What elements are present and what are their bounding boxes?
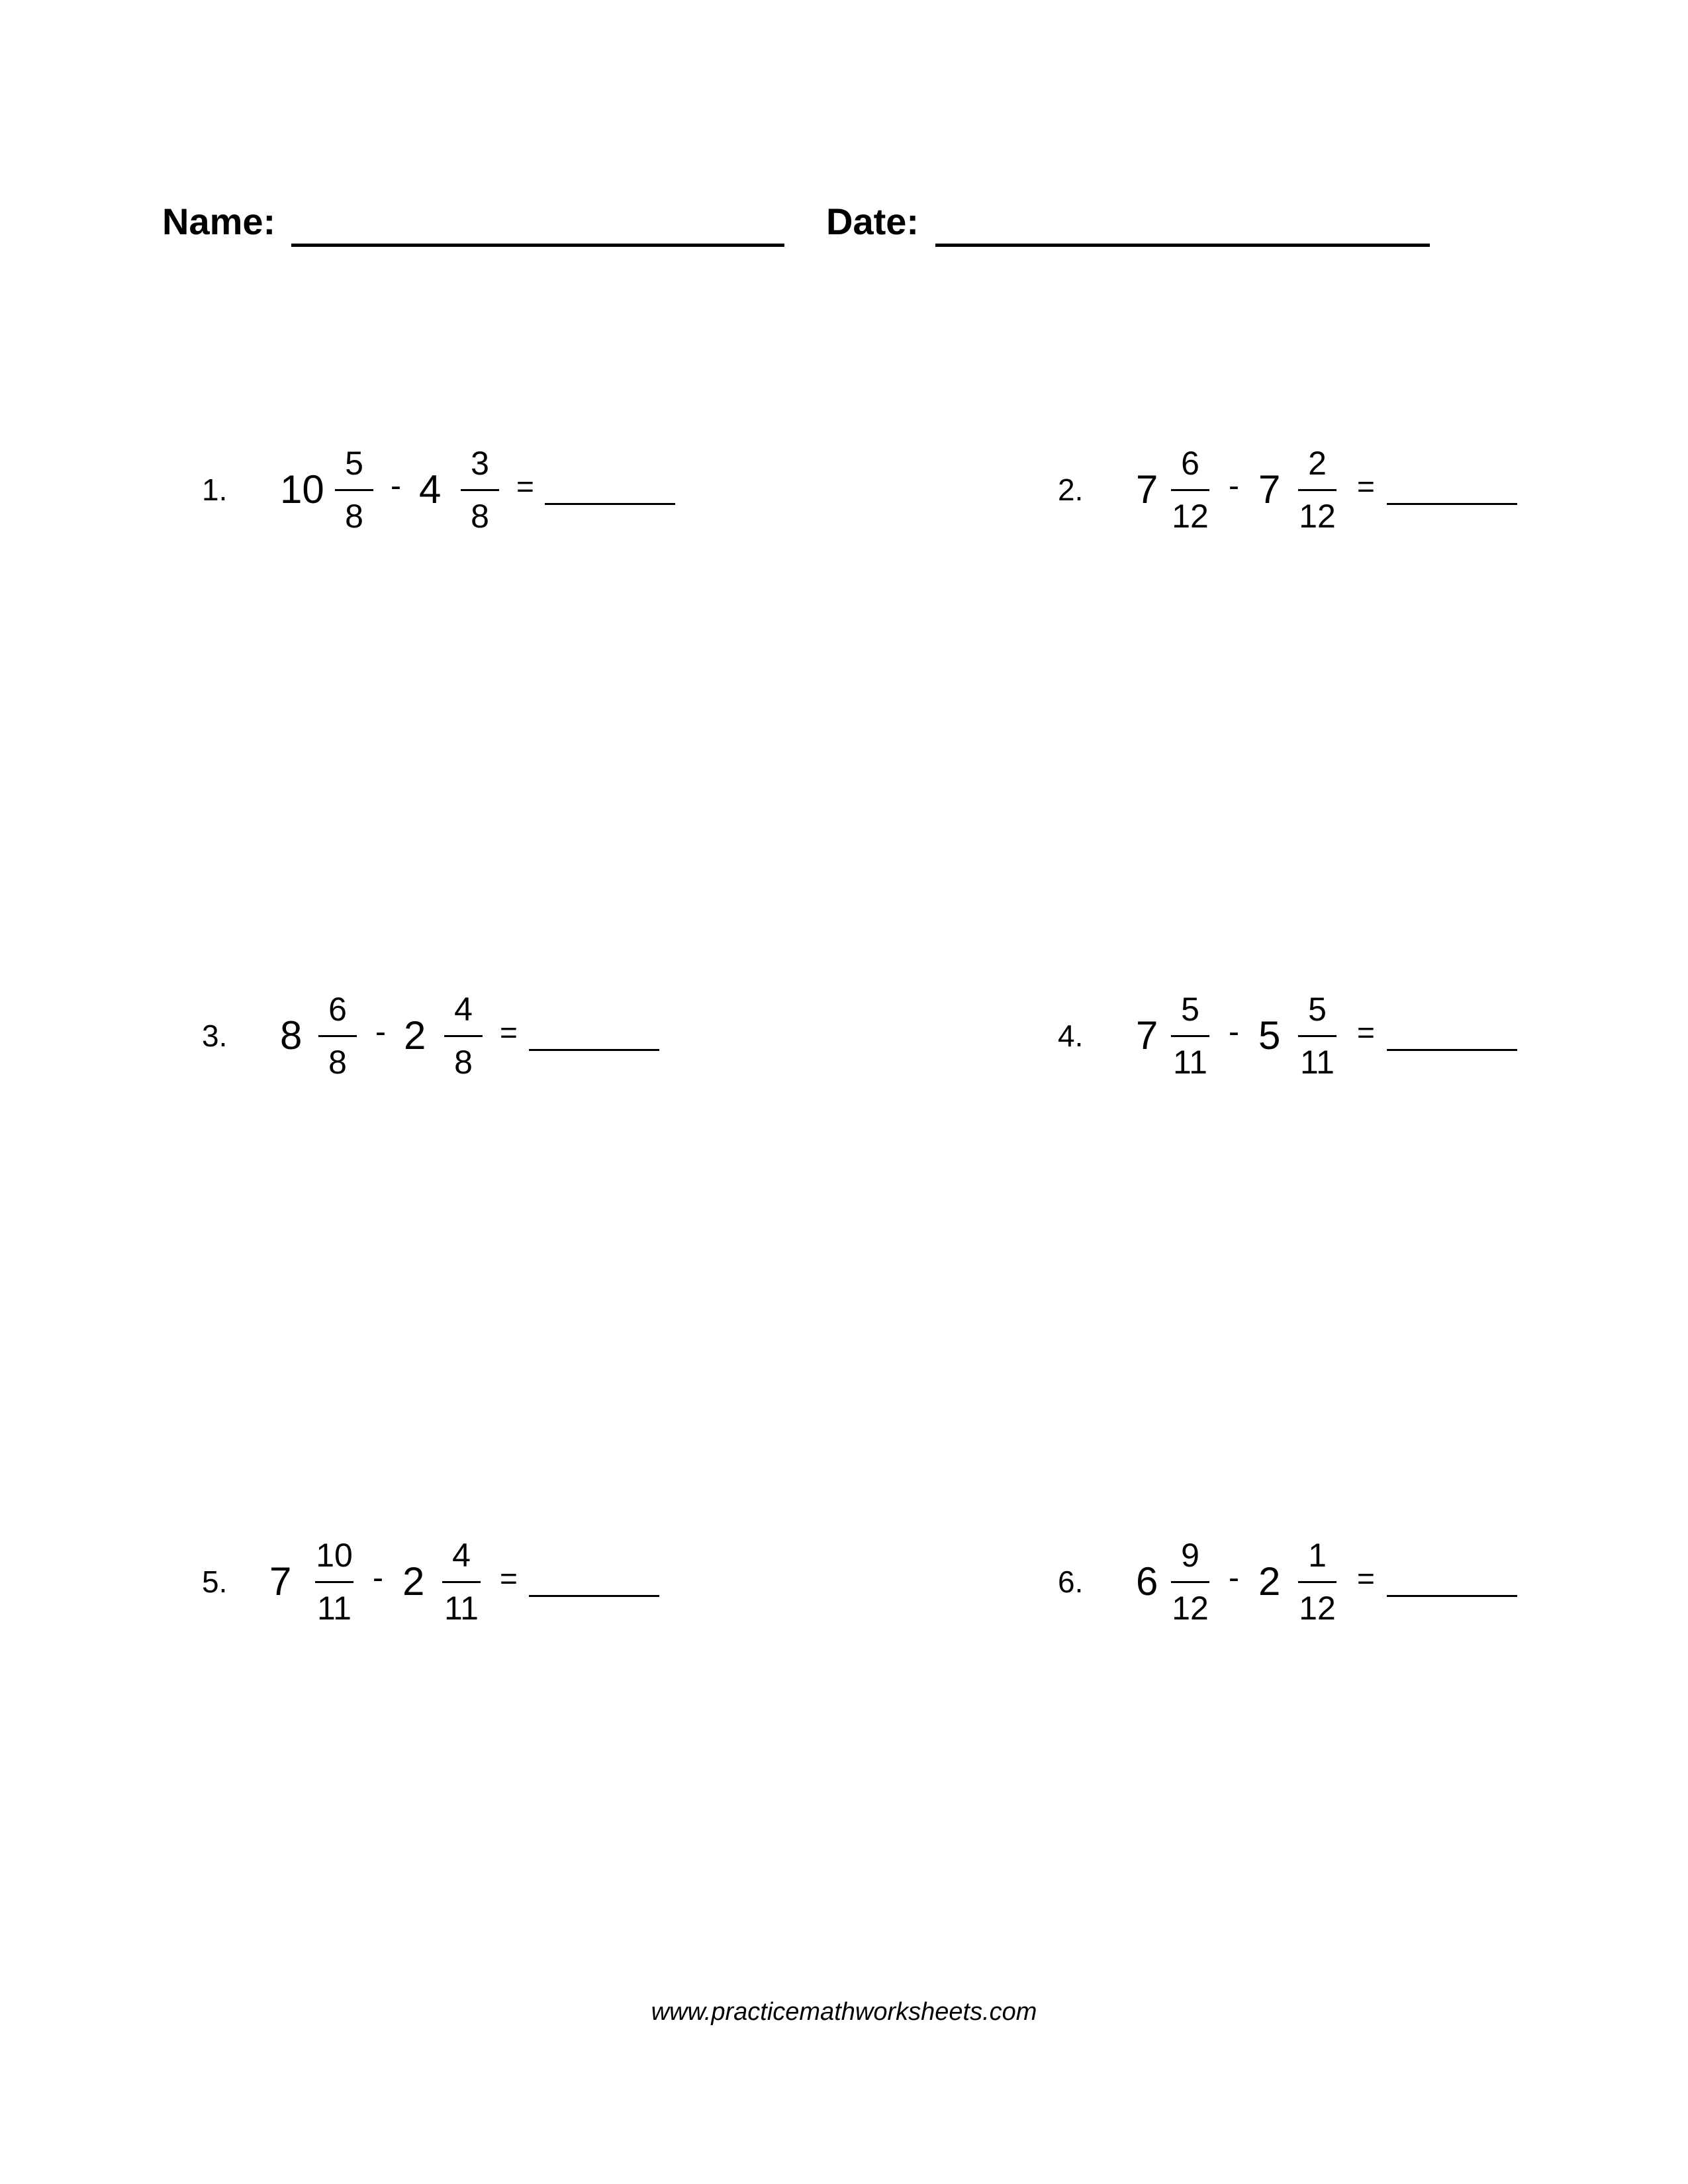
denominator: 12 — [1299, 1590, 1336, 1627]
denominator: 11 — [1173, 1044, 1207, 1081]
fraction-bar — [1171, 1581, 1209, 1583]
numerator: 1 — [1308, 1537, 1327, 1574]
fraction-1 — [1167, 986, 1213, 1085]
denominator: 8 — [471, 498, 489, 535]
answer-blank[interactable] — [1387, 503, 1517, 505]
problem-5 — [202, 1529, 705, 1635]
denominator: 8 — [345, 498, 363, 535]
fraction-bar — [442, 1581, 481, 1583]
equals-sign: = — [516, 469, 534, 504]
equals-sign: = — [500, 1561, 518, 1596]
fraction-1 — [314, 986, 361, 1085]
fraction-bar — [1171, 489, 1209, 491]
denominator: 8 — [454, 1044, 473, 1081]
equals-sign: = — [500, 1015, 518, 1050]
whole-number-2: 2 — [402, 1559, 425, 1604]
fraction-bar — [1298, 489, 1336, 491]
fraction-1 — [1167, 1532, 1213, 1631]
denominator: 12 — [1172, 498, 1209, 535]
fraction-bar — [1298, 1035, 1336, 1037]
denominator: 12 — [1172, 1590, 1209, 1627]
fraction-bar — [1298, 1581, 1336, 1583]
minus-sign: - — [1229, 1561, 1239, 1596]
problem-6 — [1058, 1529, 1561, 1635]
footer-url: www.practicemathworksheets.com — [651, 1998, 1037, 2026]
problem-4 — [1058, 983, 1561, 1089]
fraction-bar — [461, 489, 499, 491]
numerator: 5 — [1181, 991, 1199, 1028]
fraction-1 — [331, 440, 377, 539]
name-field[interactable] — [291, 244, 784, 247]
numerator: 4 — [452, 1537, 471, 1574]
minus-sign: - — [391, 469, 401, 504]
fraction-2 — [1294, 1532, 1340, 1631]
problem-number: 4. — [1058, 1019, 1084, 1053]
equals-sign: = — [1357, 1015, 1375, 1050]
numerator: 10 — [316, 1537, 353, 1574]
equals-sign: = — [1357, 469, 1375, 504]
problem-number: 5. — [202, 1565, 228, 1599]
fraction-bar — [1171, 1035, 1209, 1037]
answer-blank[interactable] — [545, 503, 675, 505]
fraction-bar — [318, 1035, 357, 1037]
name-label: Name: — [162, 201, 276, 242]
answer-blank[interactable] — [1387, 1049, 1517, 1051]
problem-3 — [202, 983, 705, 1089]
numerator: 3 — [471, 445, 489, 482]
fraction-2 — [440, 986, 487, 1085]
fraction-2 — [438, 1532, 485, 1631]
whole-number-1: 6 — [1136, 1559, 1158, 1604]
whole-number-2: 7 — [1258, 467, 1281, 512]
date-label: Date: — [826, 201, 919, 242]
equals-sign: = — [1357, 1561, 1375, 1596]
numerator: 5 — [345, 445, 363, 482]
problem-2 — [1058, 437, 1561, 543]
problem-1 — [202, 437, 705, 543]
fraction-2 — [457, 440, 503, 539]
whole-number-2: 2 — [404, 1013, 426, 1058]
whole-number-1: 7 — [269, 1559, 292, 1604]
fraction-bar — [444, 1035, 483, 1037]
date-field[interactable] — [935, 244, 1430, 247]
minus-sign: - — [373, 1561, 383, 1596]
numerator: 6 — [328, 991, 347, 1028]
numerator: 5 — [1308, 991, 1327, 1028]
numerator: 9 — [1181, 1537, 1199, 1574]
whole-number-2: 4 — [419, 467, 442, 512]
fraction-2 — [1294, 440, 1340, 539]
whole-number-1: 7 — [1136, 467, 1158, 512]
problem-number: 2. — [1058, 473, 1084, 507]
minus-sign: - — [375, 1015, 386, 1050]
whole-number-2: 2 — [1258, 1559, 1281, 1604]
denominator: 11 — [444, 1590, 479, 1627]
fraction-1 — [311, 1532, 357, 1631]
fraction-bar — [335, 489, 373, 491]
whole-number-1: 10 — [280, 467, 324, 512]
problem-number: 1. — [202, 473, 228, 507]
problem-number: 6. — [1058, 1565, 1084, 1599]
denominator: 11 — [317, 1590, 352, 1627]
whole-number-1: 7 — [1136, 1013, 1158, 1058]
problem-number: 3. — [202, 1019, 228, 1053]
denominator: 8 — [328, 1044, 347, 1081]
answer-blank[interactable] — [529, 1049, 659, 1051]
fraction-bar — [315, 1581, 353, 1583]
minus-sign: - — [1229, 469, 1239, 504]
numerator: 4 — [454, 991, 473, 1028]
fraction-2 — [1294, 986, 1340, 1085]
whole-number-2: 5 — [1258, 1013, 1281, 1058]
worksheet-header — [162, 192, 1486, 251]
answer-blank[interactable] — [1387, 1595, 1517, 1597]
answer-blank[interactable] — [529, 1595, 659, 1597]
denominator: 12 — [1299, 498, 1336, 535]
numerator: 2 — [1308, 445, 1327, 482]
denominator: 11 — [1300, 1044, 1335, 1081]
minus-sign: - — [1229, 1015, 1239, 1050]
fraction-1 — [1167, 440, 1213, 539]
numerator: 6 — [1181, 445, 1199, 482]
whole-number-1: 8 — [280, 1013, 303, 1058]
